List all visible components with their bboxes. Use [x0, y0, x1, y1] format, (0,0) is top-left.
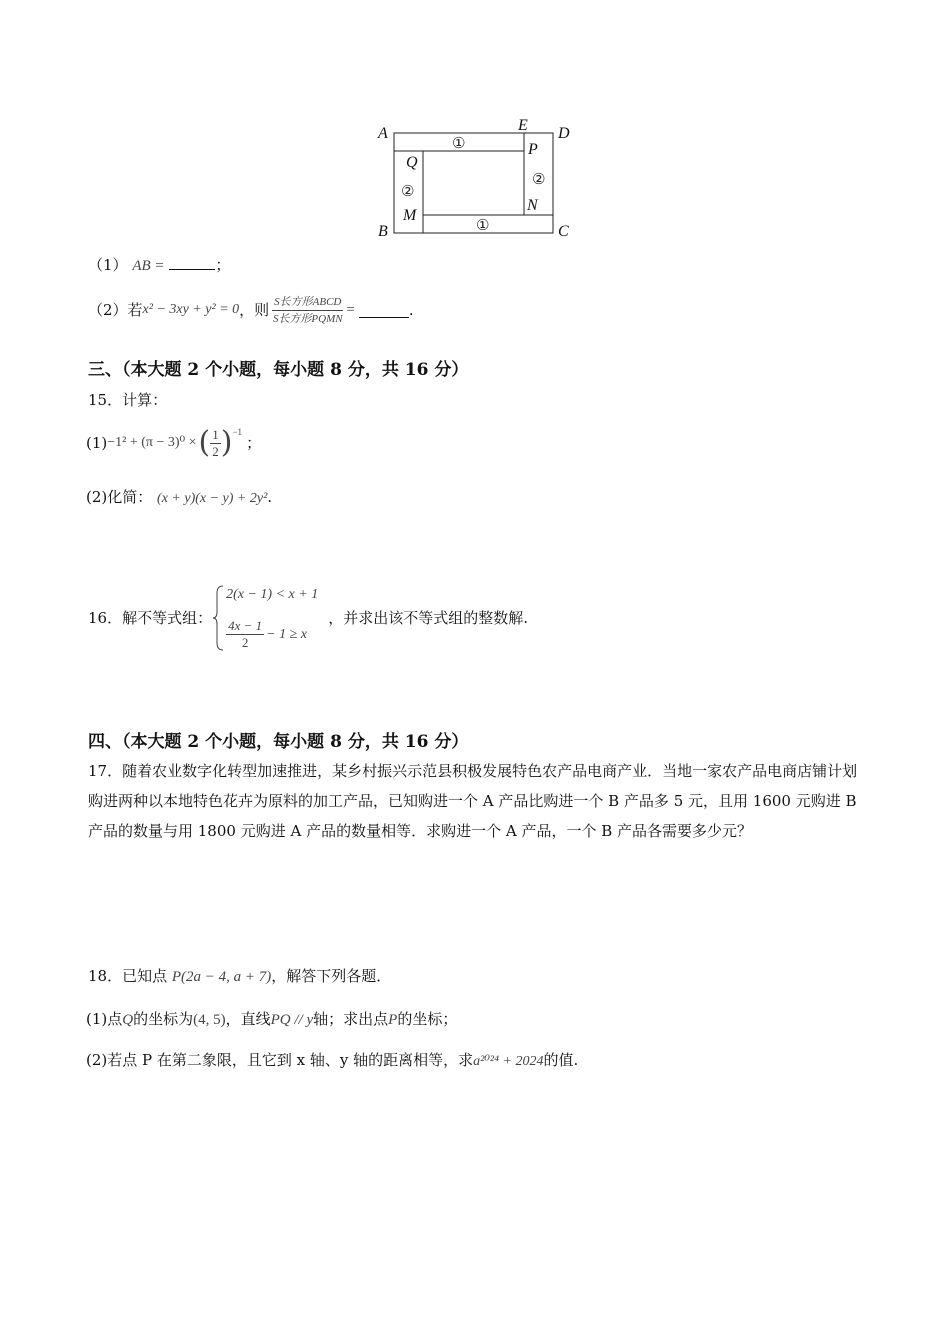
q15-p1-frac-num: 1 [212, 426, 219, 442]
q18-stem-b: ，解答下列各题． [271, 967, 392, 985]
q14-part2-then: ，则 [239, 301, 270, 319]
q16-ineq2-rest: − 1 ≥ x [266, 626, 307, 642]
label-d: D [558, 125, 570, 142]
section4-title: 四、（本大题 2 个小题，每小题 8 分，共 16 分） [88, 732, 469, 752]
q14-part1 [88, 255, 230, 276]
rectangle-figure [370, 112, 585, 242]
q15-p1-lparen: ( [198, 425, 211, 460]
q15-p1-frac-den: 2 [212, 443, 219, 459]
label-n: N [527, 197, 538, 214]
q18-p2-a: (2)若点 P 在第二象限，且它到 x 轴、y 轴的距离相等，求 [86, 1051, 474, 1069]
q15-p1-expr: −1² + (π − 3)⁰ × [107, 435, 197, 450]
q14-part1-end: ； [215, 256, 231, 274]
q15-p2-expr: (x + y)(x − y) + 2y² [157, 491, 268, 506]
q18-p1-a: (1)点 [86, 1010, 123, 1028]
q18-point: P(2a − 4, a + 7) [171, 969, 272, 985]
q18-p1-q: Q [122, 1012, 134, 1028]
q18-p1-c: ，直线 [225, 1010, 271, 1028]
label-b: B [378, 223, 388, 240]
label-p: P [528, 141, 538, 158]
q14-part2-blank [359, 303, 409, 318]
label-m: M [403, 207, 417, 224]
q18-stem-a: 18．已知点 [88, 967, 168, 985]
q14-part2-fraction [272, 294, 343, 327]
q14-part1-blank [169, 255, 215, 270]
q15-p2-label: (2)化简： [86, 488, 153, 506]
label-e: E [518, 117, 528, 134]
q18-p1-e: 的坐标； [397, 1010, 458, 1028]
label-a: A [378, 125, 388, 142]
q14-part1-expr: AB = [132, 258, 165, 274]
q15-part1 [86, 420, 261, 466]
q18-part2 [86, 1050, 578, 1072]
label-q: Q [406, 154, 418, 171]
q14-part1-num: （1） [88, 256, 128, 274]
q16-stem: 16．解不等式组： [88, 609, 213, 627]
q18-stem [88, 966, 391, 987]
q15-p2-end: . [267, 488, 273, 506]
region-right: ② [532, 170, 546, 188]
rectangle-diagram [370, 112, 585, 242]
q14-part2 [88, 288, 414, 332]
q16-ineq2 [226, 618, 318, 651]
q15-p1-end: ； [246, 434, 262, 452]
region-bottom: ① [476, 216, 490, 234]
q15-p1-label: (1) [86, 434, 108, 452]
q14-part2-num: （2）若 [88, 301, 143, 319]
q16-tail: ，并求出该不等式组的整数解. [328, 609, 528, 627]
q16 [88, 582, 528, 654]
q16-ineq2-fraction [226, 618, 264, 651]
q16-ineq2-num: 4x − 1 [228, 618, 263, 633]
q18-p1-d: 轴；求出点 [313, 1010, 389, 1028]
q14-part2-cond: x² − 3xy + y² = 0 [142, 302, 240, 317]
q16-brace [212, 585, 226, 651]
q16-ineq2-den: 2 [241, 635, 249, 650]
region-left: ② [401, 182, 415, 200]
q15-p1-rparen: ) [220, 425, 233, 460]
q15-stem: 15．计算： [88, 391, 168, 409]
section3-title: 三、（本大题 2 个小题，每小题 8 分，共 16 分） [88, 360, 469, 380]
q14-frac-den: S长方形PQMN [272, 312, 343, 325]
q17-text: 17．随着农业数字化转型加速推进，某乡村振兴示范县积极发展特色农产品电商产业．当地一家农产品电商店铺计划购进两种以本地特色花卉为原料的加工产品，已知购进一个 A 产品比购进一个 B 产品多 5 元，且用 1600 元购进 B 产品的数量与用 1800 元购进 A 产品的数量相等．求购进一个 A 产品，一个 B 产品各需要多少元？ [88, 762, 858, 840]
q18-part1 [86, 1009, 457, 1030]
label-c: C [558, 223, 569, 240]
q18-p2-expr: a²⁰²⁴ + 2024 [473, 1054, 544, 1069]
q16-ineq1: 2(x − 1) < x + 1 [226, 587, 319, 602]
q18-p1-line: PQ // y [270, 1012, 314, 1028]
q15-p1-fraction [210, 427, 221, 460]
q15-part2 [86, 487, 272, 509]
q18-p2-b: 的值. [543, 1051, 579, 1069]
q15-p1-exp: −1 [232, 427, 243, 437]
q18-p1-p: P [388, 1012, 398, 1028]
q16-system [226, 585, 318, 651]
q18-p1-b: 的坐标为 [133, 1010, 194, 1028]
q14-frac-num: S长方形ABCD [272, 294, 343, 311]
q18-p1-coord: (4, 5) [193, 1012, 226, 1028]
region-top: ① [452, 134, 466, 152]
q14-part2-end: . [408, 301, 414, 319]
q14-part2-eq: = [346, 302, 355, 318]
